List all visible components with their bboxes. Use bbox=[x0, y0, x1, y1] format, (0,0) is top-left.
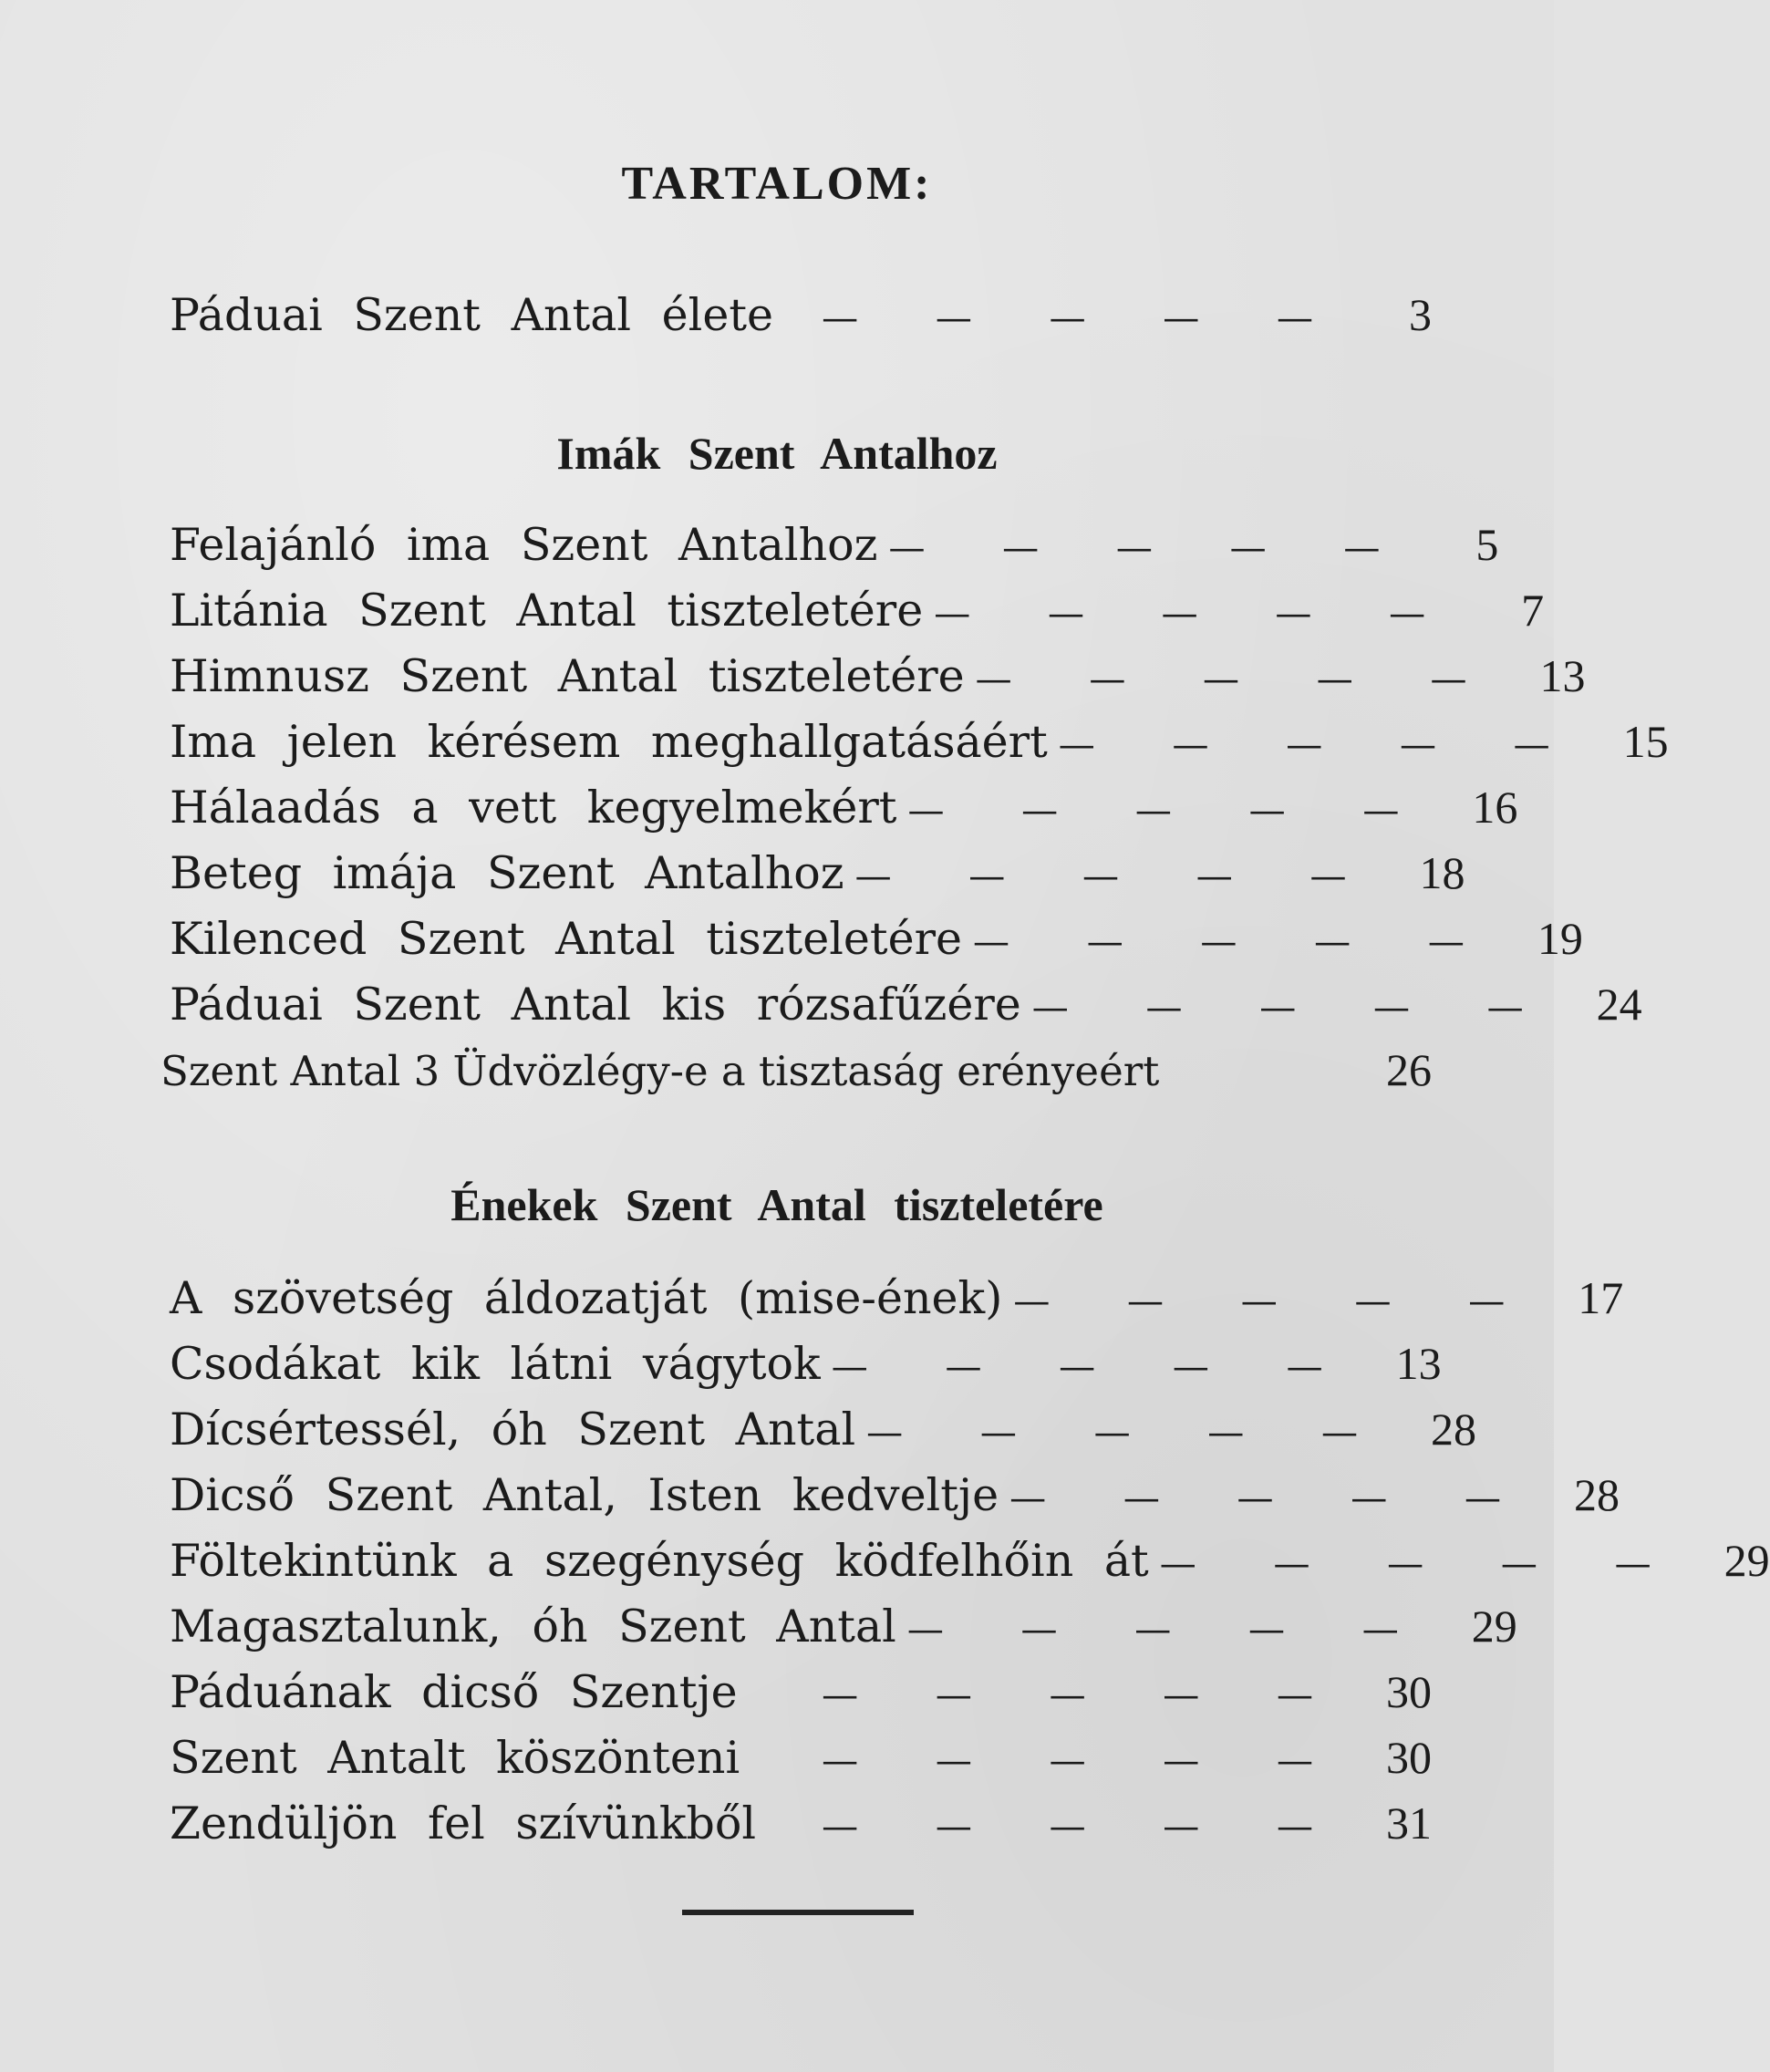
toc-entry-page: 13 bbox=[1539, 650, 1586, 701]
toc-entry-title: Csodákat kik látni vágytok bbox=[170, 1338, 821, 1390]
toc-entry-title: Hálaadás a vett kegyelmekért bbox=[170, 782, 897, 834]
dash-leader: — — — — — bbox=[822, 297, 1346, 339]
toc-entry-page: 28 bbox=[1431, 1404, 1476, 1455]
dash-leader: — — — — — bbox=[822, 1674, 1346, 1716]
toc-entry-title: Szent Antalt köszönteni bbox=[170, 1732, 740, 1784]
toc-entry-page: 31 bbox=[1386, 1797, 1432, 1849]
toc-entry-title: Beteg imája Szent Antalhoz bbox=[170, 847, 844, 899]
toc-entry bbox=[170, 518, 1499, 578]
toc-entry bbox=[170, 584, 1545, 644]
toc-entry bbox=[170, 978, 1642, 1038]
toc-entry-page: 28 bbox=[1573, 1469, 1620, 1520]
toc-entry bbox=[170, 846, 1465, 906]
toc-entry bbox=[170, 912, 1583, 972]
toc-entry bbox=[170, 649, 1586, 710]
toc-entry bbox=[170, 1731, 1432, 1791]
toc-entry-title: Páduának dicső Szentje bbox=[170, 1666, 738, 1718]
toc-entry-title: Litánia Szent Antal tiszteletére bbox=[170, 585, 924, 637]
toc-entry-page: 15 bbox=[1622, 716, 1669, 767]
toc-entry-page: 13 bbox=[1395, 1338, 1442, 1389]
dash-leader: — — — — — bbox=[1013, 1280, 1538, 1322]
toc-entry-title: Kilenced Szent Antal tiszteletére bbox=[170, 913, 962, 965]
toc-entry-page: 30 bbox=[1386, 1666, 1432, 1717]
toc-entry-title: Dícsértessél, óh Szent Antal bbox=[170, 1404, 856, 1456]
toc-entry-page: 7 bbox=[1521, 585, 1545, 636]
toc-entry-title: Himnusz Szent Antal tiszteletére bbox=[170, 650, 965, 702]
toc-entry bbox=[170, 1337, 1442, 1397]
toc-entry bbox=[170, 1403, 1476, 1463]
toc-entry-title: Páduai Szent Antal élete bbox=[170, 289, 774, 341]
dash-leader: — — — — — bbox=[854, 855, 1380, 897]
toc-entry-title: Zendüljön fel szívünkből bbox=[170, 1797, 757, 1849]
toc-entry-page: 5 bbox=[1475, 519, 1499, 570]
toc-entry bbox=[170, 1271, 1624, 1331]
toc-entry-page: 18 bbox=[1419, 847, 1465, 898]
toc-entry bbox=[170, 1797, 1432, 1857]
toc-entry bbox=[170, 1534, 1770, 1594]
toc-entry-page: 19 bbox=[1537, 913, 1583, 964]
toc-entry bbox=[170, 1600, 1517, 1660]
dash-leader: — — — — — bbox=[1159, 1543, 1684, 1585]
toc-entry-intro bbox=[170, 288, 1432, 348]
toc-entry-title: Magasztalunk, óh Szent Antal bbox=[170, 1601, 896, 1652]
toc-entry-title: Szent Antal 3 Üdvözlégy-e a tisztaság erényeért bbox=[160, 1047, 1160, 1095]
dash-leader: — — — — — bbox=[1058, 724, 1583, 766]
dash-leader: — — — — — bbox=[831, 1346, 1356, 1388]
toc-entry bbox=[170, 781, 1518, 841]
toc-entry-page: 29 bbox=[1723, 1535, 1770, 1586]
toc-entry bbox=[170, 1468, 1620, 1528]
toc-entry-page: 29 bbox=[1471, 1601, 1517, 1652]
toc-entry-page: 26 bbox=[1386, 1044, 1432, 1095]
dash-leader: — — — — — bbox=[972, 921, 1497, 963]
toc-entry-title: Dicső Szent Antal, Isten kedveltje bbox=[170, 1469, 999, 1521]
toc-entry-page: 30 bbox=[1386, 1732, 1432, 1783]
closing-rule bbox=[682, 1910, 914, 1915]
section-heading-prayers: Imák Szent Antalhoz bbox=[556, 428, 998, 479]
dash-leader: — — — — — bbox=[1009, 1477, 1534, 1519]
dash-leader: — — — — — bbox=[1031, 987, 1557, 1029]
dash-leader: — — — — — bbox=[934, 593, 1459, 635]
toc-entry-title: Felajánló ima Szent Antalhoz bbox=[170, 519, 878, 571]
toc-entry-page: 24 bbox=[1596, 979, 1642, 1030]
toc-entry-page: 3 bbox=[1409, 289, 1432, 340]
dash-leader: — — — — — bbox=[906, 1609, 1432, 1651]
toc-entry-title: Föltekintünk a szegénység ködfelhőin át bbox=[170, 1535, 1149, 1587]
toc-entry-title: A szövetség áldozatját (mise-ének) bbox=[170, 1272, 1003, 1324]
dash-leader: — — — — — bbox=[822, 1806, 1346, 1848]
toc-entry bbox=[170, 1665, 1432, 1725]
page-title: TARTALOM: bbox=[621, 158, 933, 210]
dash-leader: — — — — — bbox=[822, 1740, 1346, 1782]
toc-entry-page: 16 bbox=[1472, 782, 1518, 833]
toc-entry bbox=[160, 1043, 1432, 1103]
dash-leader: — — — — — bbox=[888, 527, 1413, 569]
dash-leader: — — — — — bbox=[866, 1412, 1391, 1454]
section-heading-songs: Énekek Szent Antal tiszteletére bbox=[450, 1179, 1103, 1230]
toc-entry-title: Páduai Szent Antal kis rózsafűzére bbox=[170, 979, 1021, 1031]
toc-entry-title: Ima jelen kérésem meghallgatásáért bbox=[170, 716, 1048, 768]
dash-leader: — — — — — bbox=[975, 658, 1500, 700]
toc-entry bbox=[170, 715, 1669, 775]
dash-leader: — — — — — bbox=[907, 790, 1433, 832]
toc-entry-page: 17 bbox=[1578, 1272, 1624, 1323]
